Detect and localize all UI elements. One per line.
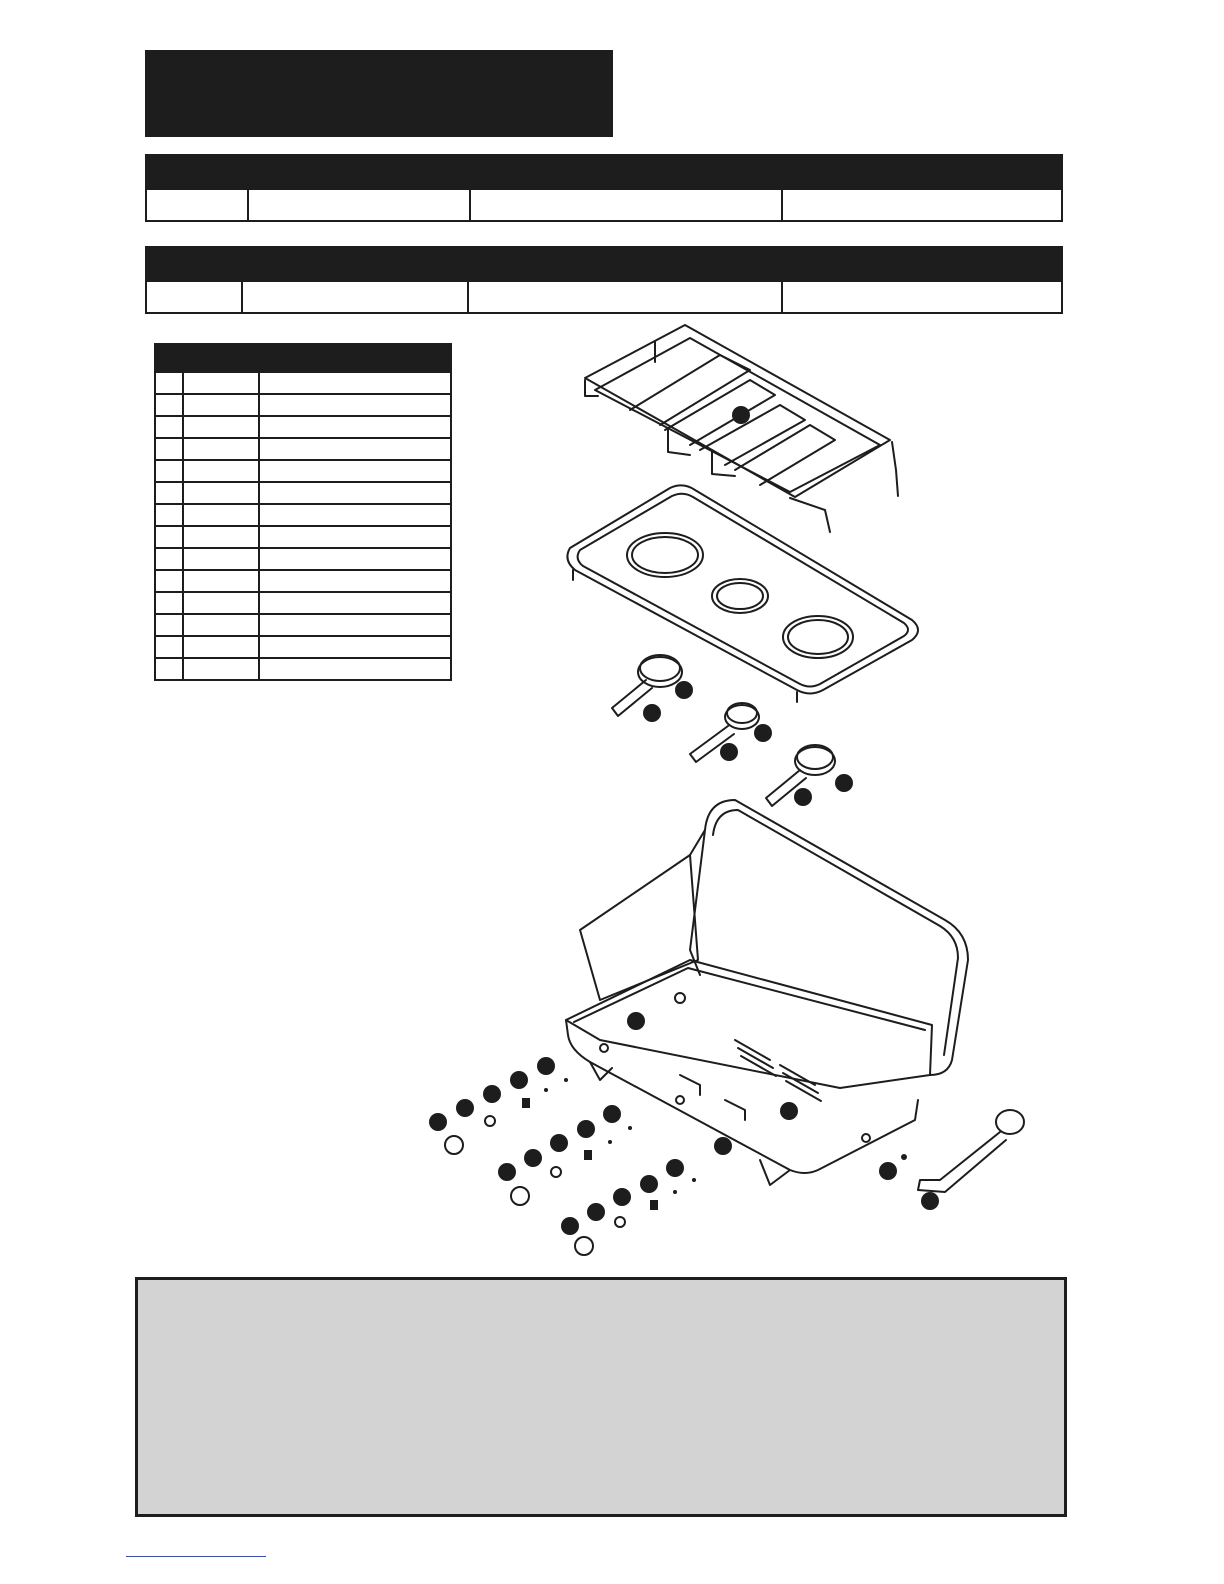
callout-marker	[603, 1105, 621, 1123]
callout-marker	[794, 788, 812, 806]
callout-marker	[613, 1188, 631, 1206]
callout-marker	[732, 406, 750, 424]
callout-marker	[675, 681, 693, 699]
callout-markers	[429, 406, 939, 1235]
callout-marker	[587, 1203, 605, 1221]
callout-marker	[483, 1085, 501, 1103]
callout-marker	[627, 1012, 645, 1030]
drip-tray	[567, 485, 918, 702]
callout-marker	[714, 1137, 732, 1155]
callout-marker	[429, 1113, 447, 1131]
callout-marker	[456, 1099, 474, 1117]
callout-marker	[879, 1162, 897, 1180]
callout-marker	[498, 1163, 516, 1181]
callout-marker	[754, 724, 772, 742]
callout-marker	[577, 1120, 595, 1138]
callout-marker	[510, 1071, 528, 1089]
stove-body	[566, 800, 968, 1185]
callout-marker	[921, 1192, 939, 1210]
callout-marker	[561, 1217, 579, 1235]
callout-marker	[835, 774, 853, 792]
notes-box	[135, 1277, 1067, 1517]
callout-marker	[640, 1175, 658, 1193]
control-knobs	[445, 1116, 625, 1255]
callout-marker	[524, 1149, 542, 1167]
callout-marker	[643, 704, 661, 722]
cooking-grate	[585, 325, 898, 532]
footer-link-rule	[126, 1556, 266, 1557]
callout-marker	[537, 1057, 555, 1075]
callout-marker	[780, 1102, 798, 1120]
callout-marker	[720, 743, 738, 761]
regulator-hose	[918, 1110, 1024, 1192]
callout-marker	[550, 1134, 568, 1152]
callout-marker	[666, 1159, 684, 1177]
